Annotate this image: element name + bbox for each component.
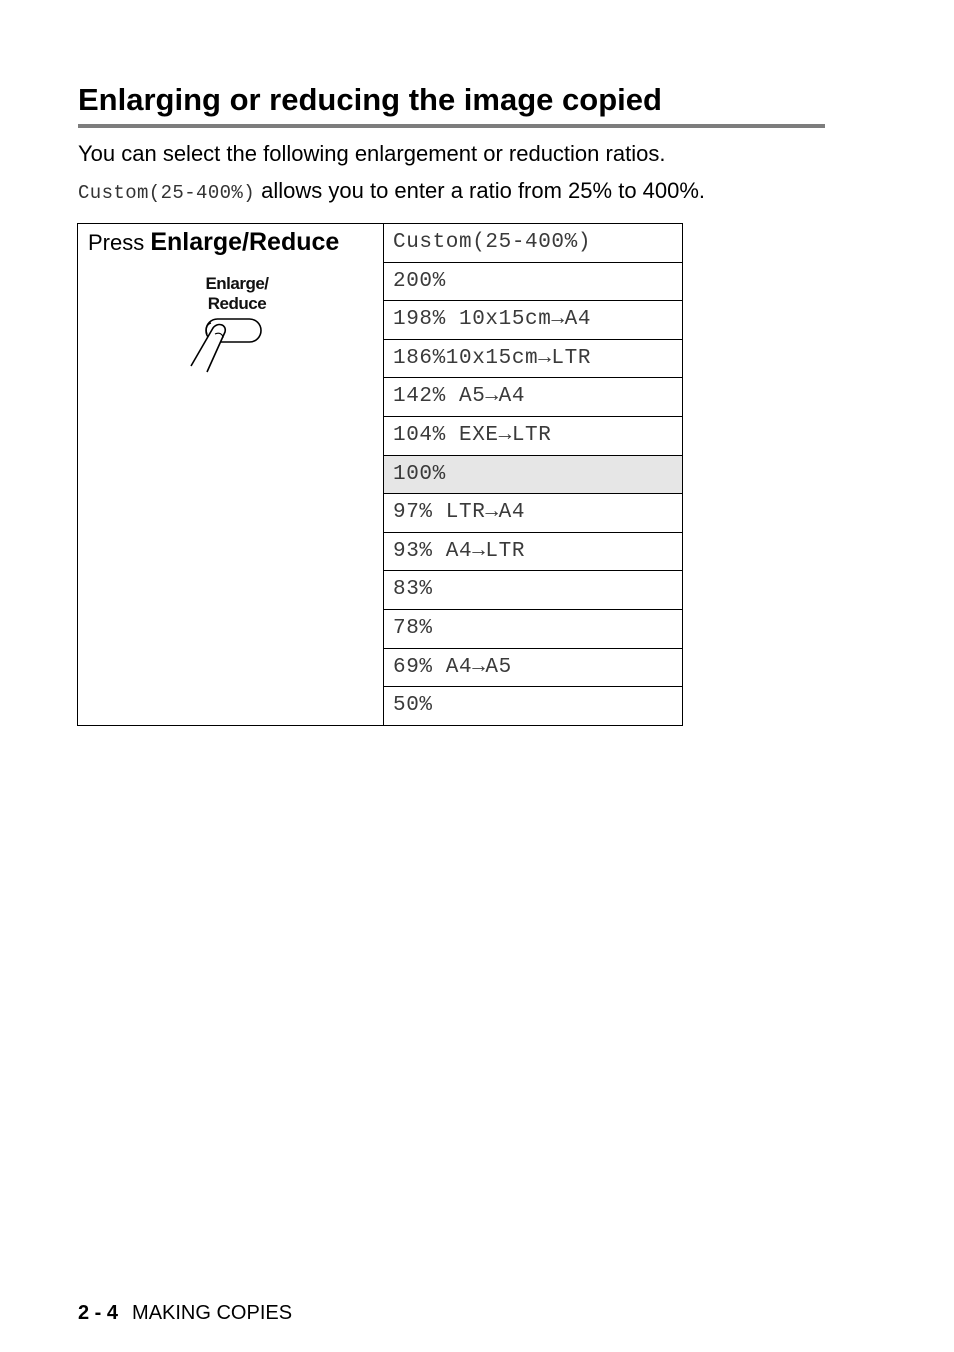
ratio-option-row: 78% <box>384 610 682 649</box>
ratio-option-row: 200% <box>384 263 682 302</box>
ratio-option-row: 50% <box>393 694 433 718</box>
custom-ratio-paragraph <box>78 177 705 207</box>
press-instruction <box>88 228 339 257</box>
instruction-cell <box>78 224 384 725</box>
ratio-option-row: 186%10x15cm→LTR <box>384 340 682 379</box>
heading-underline <box>78 124 825 128</box>
ratio-option-row: Custom(25-400%) <box>384 224 682 263</box>
ratio-option-row: 97% LTR→A4 <box>384 494 682 533</box>
finger-pressing-button-icon <box>183 312 273 376</box>
ratio-option-row: 100% <box>384 456 682 495</box>
footer-section: MAKING COPIES <box>132 1302 293 1324</box>
ratio-option-row: 83% <box>384 571 682 610</box>
custom-ratio-code: Custom(25-400%) <box>78 182 256 204</box>
custom-ratio-description: allows you to enter a ratio from 25% to 400%. <box>255 178 706 203</box>
intro-paragraph: You can select the following enlargement or reduction ratios. <box>78 141 666 166</box>
ratio-option-row: 142% A5→A4 <box>384 378 682 417</box>
ratio-table <box>77 223 683 726</box>
page-footer <box>78 1301 292 1325</box>
key-name: Enlarge/Reduce <box>150 228 340 256</box>
ratio-option-row: 104% EXE→LTR <box>384 417 682 456</box>
ratio-options-list <box>384 224 682 726</box>
footer-page-number: 2 - 4 <box>78 1302 119 1324</box>
ratio-option-row: 69% A4→A5 <box>384 649 682 688</box>
button-caption-line-1: Enlarge/ <box>205 274 269 293</box>
page-title: Enlarging or reducing the image copied <box>78 82 662 117</box>
ratio-option-row: 93% A4→LTR <box>384 533 682 572</box>
ratio-option-row: 198% 10x15cm→A4 <box>384 301 682 340</box>
press-label: Press <box>88 230 151 255</box>
button-caption <box>178 274 296 314</box>
button-caption-line-2: Reduce <box>207 294 267 313</box>
